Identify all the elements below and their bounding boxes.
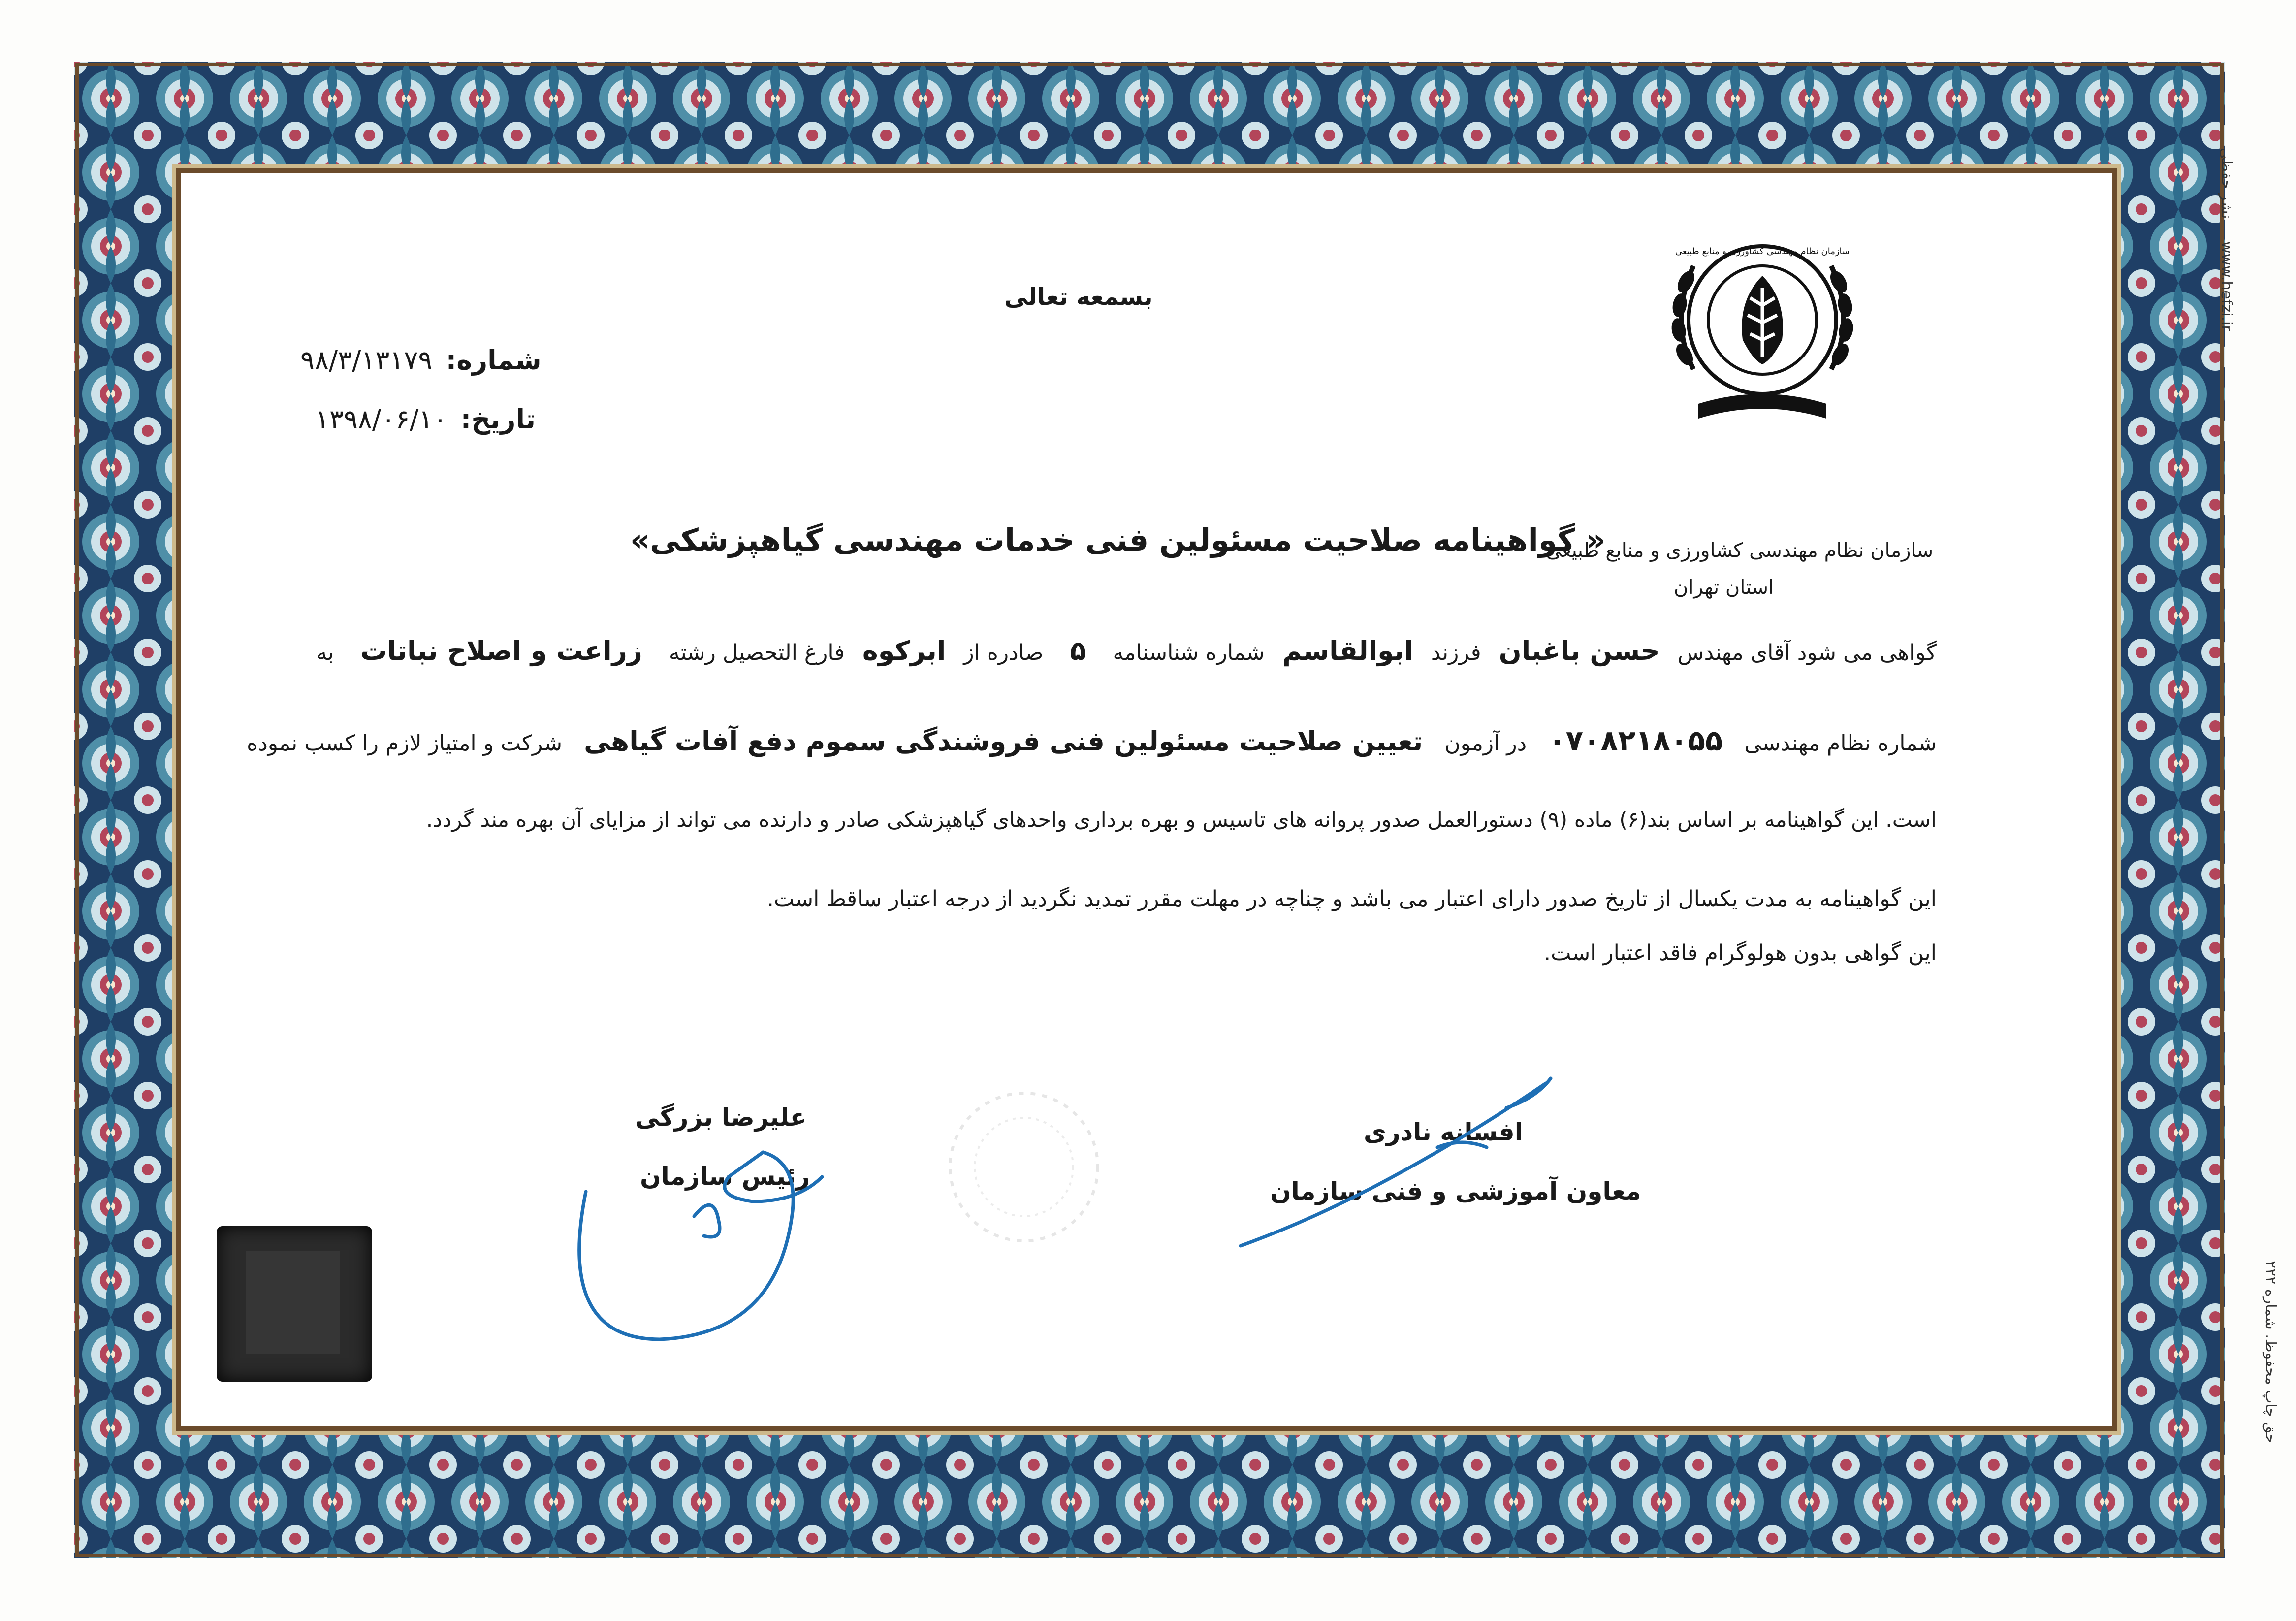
date-value: ۱۳۹۸/۰۶/۱۰ bbox=[315, 404, 447, 435]
organization-province: استان تهران bbox=[1674, 576, 1774, 599]
line1-text-3: شماره شناسنامه bbox=[1113, 640, 1265, 665]
right-signature-icon bbox=[1231, 1069, 1585, 1256]
left-signatory-title: رئیس سازمان bbox=[640, 1162, 810, 1191]
side-url: www.hefzi.ir bbox=[2218, 241, 2235, 331]
line1-text-2: فرزند bbox=[1431, 640, 1481, 665]
date-label: تاریخ: bbox=[460, 404, 536, 435]
right-signatory-name: افسانه نادری bbox=[1364, 1118, 1523, 1146]
body-line-4: این گواهینامه به مدت یکسال از تاریخ صدور دارای اعتبار می باشد و چناچه در مهلت مقرر تمدید نگردید از درجه اعتبار ساقط است. bbox=[767, 886, 1937, 911]
father-name: ابوالقاسم bbox=[1282, 635, 1413, 666]
left-signatory-name: علیرضا بزرگی bbox=[635, 1103, 807, 1132]
line2-text-3: شرکت و امتیاز لازم را کسب نموده bbox=[247, 731, 563, 756]
body-line-5: این گواهی بدون هولوگرام فاقد اعتبار است. bbox=[1544, 940, 1937, 966]
exam-name: تعیین صلاحیت مسئولین فنی فروشندگی سموم دفع آفات گیاهی bbox=[584, 726, 1423, 757]
right-signatory-title: معاون آموزشی و فنی سازمان bbox=[1270, 1177, 1641, 1205]
line1-text-1: گواهی می شود آقای مهندس bbox=[1677, 640, 1937, 665]
left-signature-icon bbox=[566, 1133, 842, 1359]
body-line-3: است. این گواهینامه بر اساس بند(۶) ماده (۹) دستورالعمل صدور پروانه های تاسیس و بهره برداری واحدهای گیاهپزشکی صادر و دارنده می تواند از مزایای آن بهره مند گردد. bbox=[426, 808, 1937, 832]
line2-text-2: در آزمون bbox=[1444, 731, 1527, 756]
number-label: شماره: bbox=[446, 345, 542, 376]
body-line-2 bbox=[247, 724, 1937, 757]
hologram-sticker bbox=[217, 1226, 372, 1382]
organization-name: سازمان نظام مهندسی کشاورزی و منابع طبیعی bbox=[1546, 539, 1934, 562]
certificate-date bbox=[315, 404, 536, 435]
body-line-1 bbox=[316, 635, 1937, 666]
invocation: بسمعه تعالی bbox=[1004, 283, 1153, 311]
line1-text-4: صادره از bbox=[963, 640, 1044, 665]
engineering-number: ۰۷۰۸۲۱۸۰۵۵ bbox=[1548, 724, 1723, 757]
holder-name: حسن باغبان bbox=[1499, 635, 1660, 666]
number-value: ۹۸/۳/۱۳۱۷۹ bbox=[300, 345, 433, 376]
logo-text: سازمان نظام مهندسی کشاورزی و منابع طبیعی bbox=[1675, 246, 1850, 257]
field-of-study: زراعت و اصلاح نباتات bbox=[360, 635, 642, 666]
organization-logo bbox=[1659, 207, 1866, 433]
line2-text-1: شماره نظام مهندسی bbox=[1744, 731, 1937, 756]
embossed-seal-icon bbox=[925, 1064, 1122, 1270]
line1-text-6: به bbox=[316, 640, 334, 665]
id-number: ۵ bbox=[1070, 635, 1086, 666]
line1-text-5: فارغ التحصیل رشته bbox=[669, 640, 845, 665]
certificate-title: « گواهینامه صلاحیت مسئولین فنی خدمات مهندسی گیاهپزشکی» bbox=[630, 522, 1606, 558]
certificate-number bbox=[300, 345, 542, 376]
issue-place: ابرکوه bbox=[862, 635, 946, 666]
side-publisher: نشر حفظی bbox=[2218, 148, 2235, 219]
side-copyright: حق چاپ محفوظ. شماره ۲۲۲ bbox=[2262, 1261, 2279, 1444]
